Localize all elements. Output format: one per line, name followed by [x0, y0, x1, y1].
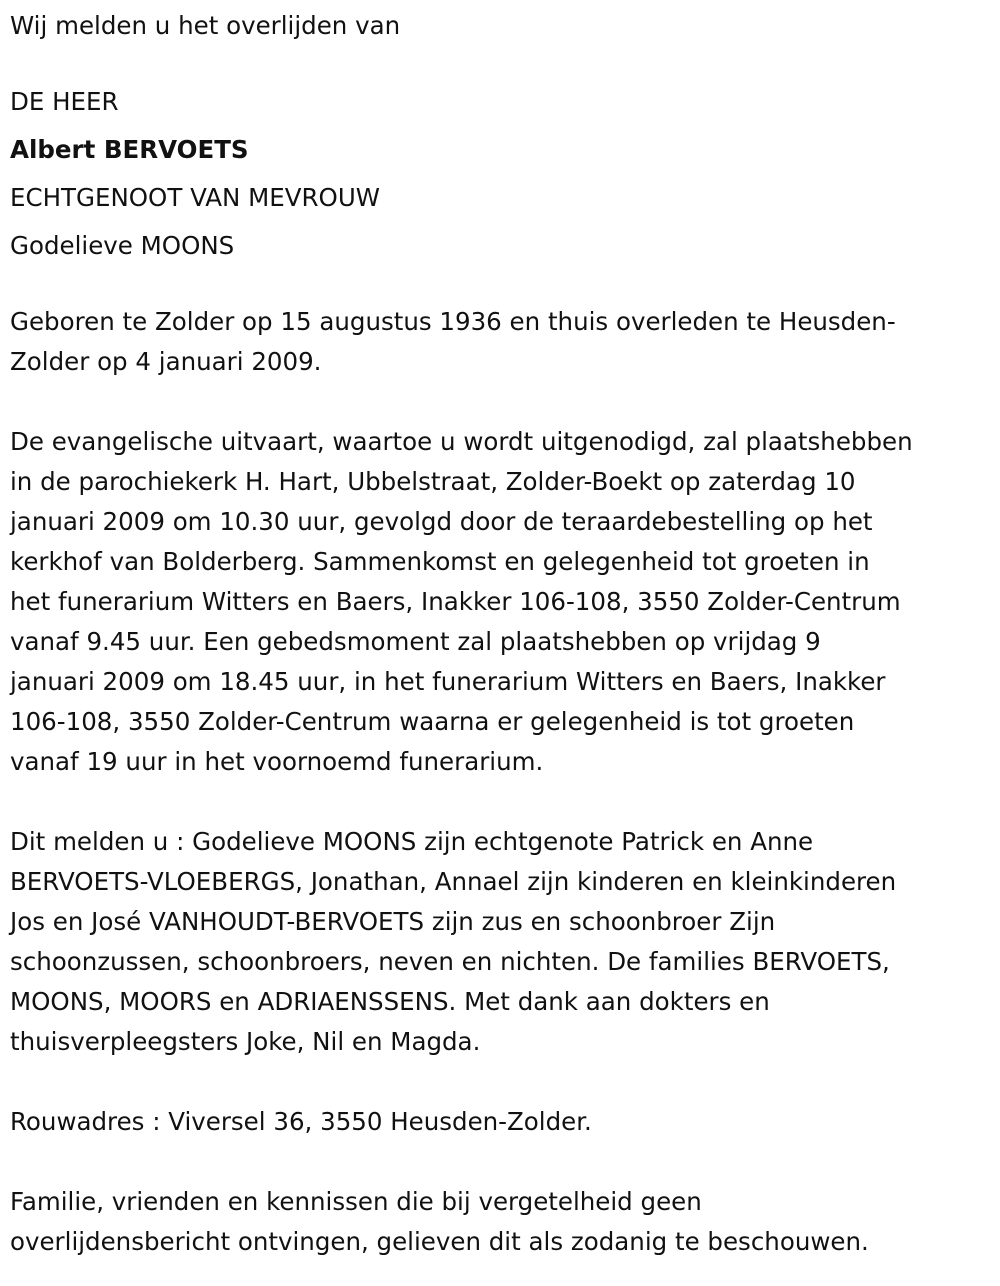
spacer — [10, 270, 990, 302]
closing-line: overlijdensbericht ontvingen, gelieven dit als zodanig te beschouwen. — [10, 1227, 869, 1256]
deceased-name: Albert BERVOETS — [10, 135, 249, 164]
spouse-name: Godelieve MOONS — [10, 231, 235, 260]
spacer — [10, 1062, 990, 1102]
family-line: MOONS, MOORS en ADRIAENSSENS. Met dank aan dokters en — [10, 987, 770, 1016]
funeral-line: kerkhof van Bolderberg. Sammenkomst en gelegenheid tot groeten in — [10, 547, 870, 576]
intro-text: Wij melden u het overlijden van — [10, 11, 401, 40]
funeral-line: 106-108, 3550 Zolder-Centrum waarna er gelegenheid is tot groeten — [10, 707, 855, 736]
family-line: Jos en José VANHOUDT-BERVOETS zijn zus en schoonbroer Zijn — [10, 907, 776, 936]
birth-paragraph — [10, 302, 990, 382]
family-line: BERVOETS-VLOEBERGS, Jonathan, Annael zijn kinderen en kleinkinderen — [10, 867, 897, 896]
birth-line: Geboren te Zolder op 15 augustus 1936 en thuis overleden te Heusden- — [10, 307, 896, 336]
funeral-line: De evangelische uitvaart, waartoe u wordt uitgenodigd, zal plaatshebben — [10, 427, 913, 456]
funeral-line: het funerarium Witters en Baers, Inakker 106-108, 3550 Zolder-Centrum — [10, 587, 901, 616]
funeral-line: januari 2009 om 10.30 uur, gevolgd door de teraardebestelling op het — [10, 507, 873, 536]
funeral-line: vanaf 19 uur in het voornoemd funerarium. — [10, 747, 544, 776]
title-text: DE HEER — [10, 87, 119, 116]
family-line: Dit melden u : Godelieve MOONS zijn echtgenote Patrick en Anne — [10, 827, 814, 856]
funeral-line: januari 2009 om 18.45 uur, in het funerarium Witters en Baers, Inakker — [10, 667, 886, 696]
spouse-label: ECHTGENOOT VAN MEVROUW — [10, 183, 381, 212]
spacer — [10, 46, 990, 78]
family-line: schoonzussen, schoonbroers, neven en nichten. De families BERVOETS, — [10, 947, 890, 976]
funeral-paragraph — [10, 422, 990, 782]
family-paragraph — [10, 822, 990, 1062]
funeral-line: in de parochiekerk H. Hart, Ubbelstraat, Zolder-Boekt op zaterdag 10 — [10, 467, 856, 496]
spacer — [10, 782, 990, 822]
closing-line: Familie, vrienden en kennissen die bij vergetelheid geen — [10, 1187, 702, 1216]
birth-line: Zolder op 4 januari 2009. — [10, 347, 322, 376]
spacer — [10, 1142, 990, 1182]
spacer — [10, 382, 990, 422]
family-line: thuisverpleegsters Joke, Nil en Magda. — [10, 1027, 481, 1056]
funeral-line: vanaf 9.45 uur. Een gebedsmoment zal plaatshebben op vrijdag 9 — [10, 627, 821, 656]
address-line: Rouwadres : Viversel 36, 3550 Heusden-Zolder. — [10, 1107, 592, 1136]
death-notice — [10, 6, 990, 1262]
closing-paragraph — [10, 1182, 990, 1262]
